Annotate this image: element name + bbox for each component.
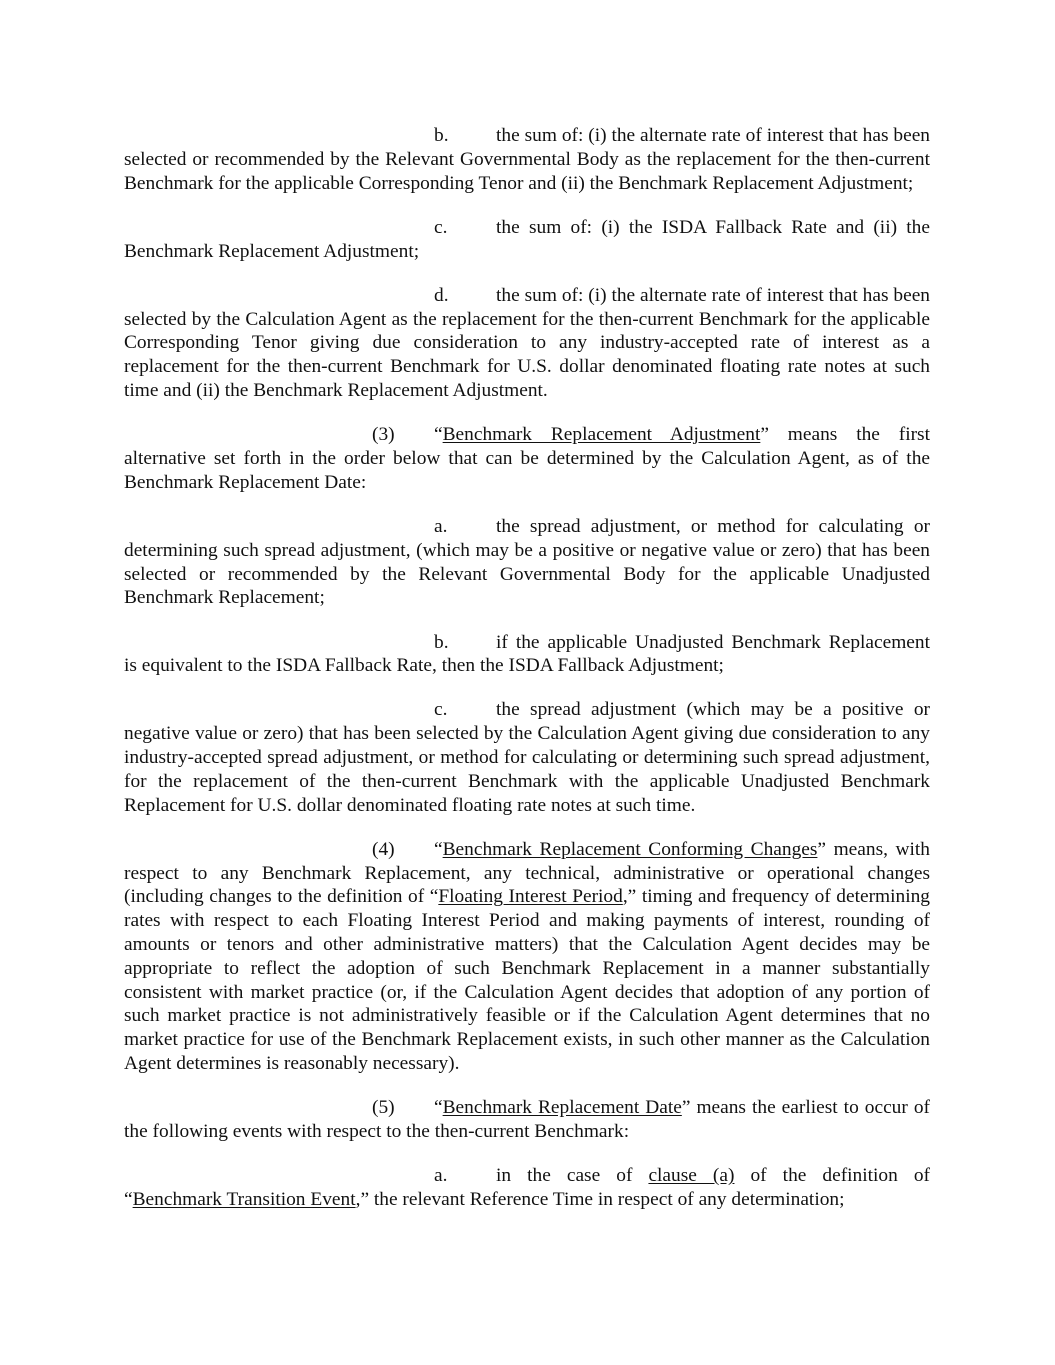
paragraph-text: ,” the relevant Reference Time in respect of any determination;	[355, 1189, 845, 1210]
clause-d-calculation-agent	[124, 284, 930, 403]
clause-c-agent-spread	[124, 698, 930, 817]
clause-c-isda-fallback	[124, 216, 930, 264]
item-label: c.	[434, 699, 448, 721]
clause-b-sum-relevant-body	[124, 124, 930, 195]
paragraph-text: ” means, with respect to any Benchmark Replacement, any technical, administrative or operational changes (including changes to the definition of “	[124, 838, 930, 908]
paragraph-text: ,” timing and frequency of determining rates with respect to each Floating Interest Period and making payments of interest, rounding of amounts or tenors and other administrative matters) that the Calculation Agent decides may be appropriate to reflect the adoption of such Benchmark Replacement in a manner substantially consistent with market practice (or, if the Calculation Agent decides that adoption of any portion of such market practice is not administratively feasible or if the Calculation Agent determines that no market practice for use of the Benchmark Replacement exists, in such other manner as the Calculation Agent determines is reasonably necessary).	[124, 886, 930, 1075]
document-page	[124, 124, 930, 1232]
item-label: b.	[434, 125, 449, 146]
item-label: (4)	[372, 838, 395, 860]
item-label: (3)	[372, 424, 395, 446]
defined-term-link: Benchmark Transition Event	[132, 1189, 356, 1210]
paragraph-text: the spread adjustment, or method for calculating or determining such spread adjustment, (which may be a positive or negative value or zero) that has been selected or recommended by the Relevant Governmental Body for the applicable Unadjusted Benchmark Replacement;	[124, 515, 930, 609]
paragraph-text: the sum of: (i) the alternate rate of interest that has been selected by the Calculation Agent as the replacement for the then-current Benchmark for the applicable Corresponding Tenor giving due consideration to any industry-accepted rate of interest as a replacement for the then-current Benchmark for U.S. dollar denominated floating rate notes at such time and (ii) the Benchmark Replacement Adjustment.	[124, 284, 930, 401]
item-label: c.	[434, 216, 448, 238]
paragraph-text: in the case of	[496, 1165, 649, 1187]
defined-term: Benchmark Replacement Conforming Changes	[442, 838, 818, 860]
item-label: a.	[434, 515, 448, 537]
paragraph-text: if the applicable Unadjusted Benchmark Replacement is equivalent to the ISDA Fallback Rate, then the ISDA Fallback Adjustment;	[124, 631, 930, 677]
paragraph-text: the sum of: (i) the ISDA Fallback Rate and (ii) the Benchmark Replacement Adjustment;	[124, 216, 930, 262]
paragraph-text: ” means the first alternative set forth in the order below that can be determined by the Calculation Agent, as of the Benchmark Replacement Date:	[124, 424, 930, 493]
definition-benchmark-replacement-date	[124, 1096, 930, 1144]
defined-term: Benchmark Replacement Date	[442, 1097, 682, 1119]
clause-a-reference-time	[124, 1164, 930, 1212]
defined-term-link: Floating Interest Period	[438, 886, 623, 908]
open-quote: “	[434, 424, 443, 446]
clause-b-isda-adjustment	[124, 631, 930, 679]
definition-conforming-changes	[124, 838, 930, 1076]
defined-term: Benchmark Replacement Adjustment	[442, 424, 761, 446]
open-quote: “	[434, 838, 443, 860]
item-label: a.	[434, 1165, 448, 1187]
item-label: (5)	[372, 1097, 395, 1119]
open-quote: “	[434, 1097, 443, 1119]
paragraph-text: the spread adjustment (which may be a positive or negative value or zero) that has been selected by the Calculation Agent giving due consideration to any industry-accepted spread adjustment, or method for calculating or determining such spread adjustment, for the replacement of the then-current Benchmark with the applicable Unadjusted Benchmark Replacement for U.S. dollar denominated floating rate notes at such time.	[124, 699, 930, 816]
paragraph-text: ” means the earliest to occur of the following events with respect to the then-current Benchmark:	[124, 1097, 930, 1143]
clause-a-spread-adjustment	[124, 515, 930, 610]
paragraph-text: of the definition of “	[124, 1165, 930, 1210]
item-label: b.	[434, 631, 449, 653]
item-label: d.	[434, 284, 449, 306]
clause-reference: clause (a)	[648, 1165, 735, 1187]
definition-benchmark-replacement-adjustment	[124, 423, 930, 494]
paragraph-text: the sum of: (i) the alternate rate of interest that has been selected or recommended by the Relevant Governmental Body as the replacement for the then-current Benchmark for the applicable Corresponding Tenor and (ii) the Benchmark Replacement Adjustment;	[124, 125, 930, 194]
